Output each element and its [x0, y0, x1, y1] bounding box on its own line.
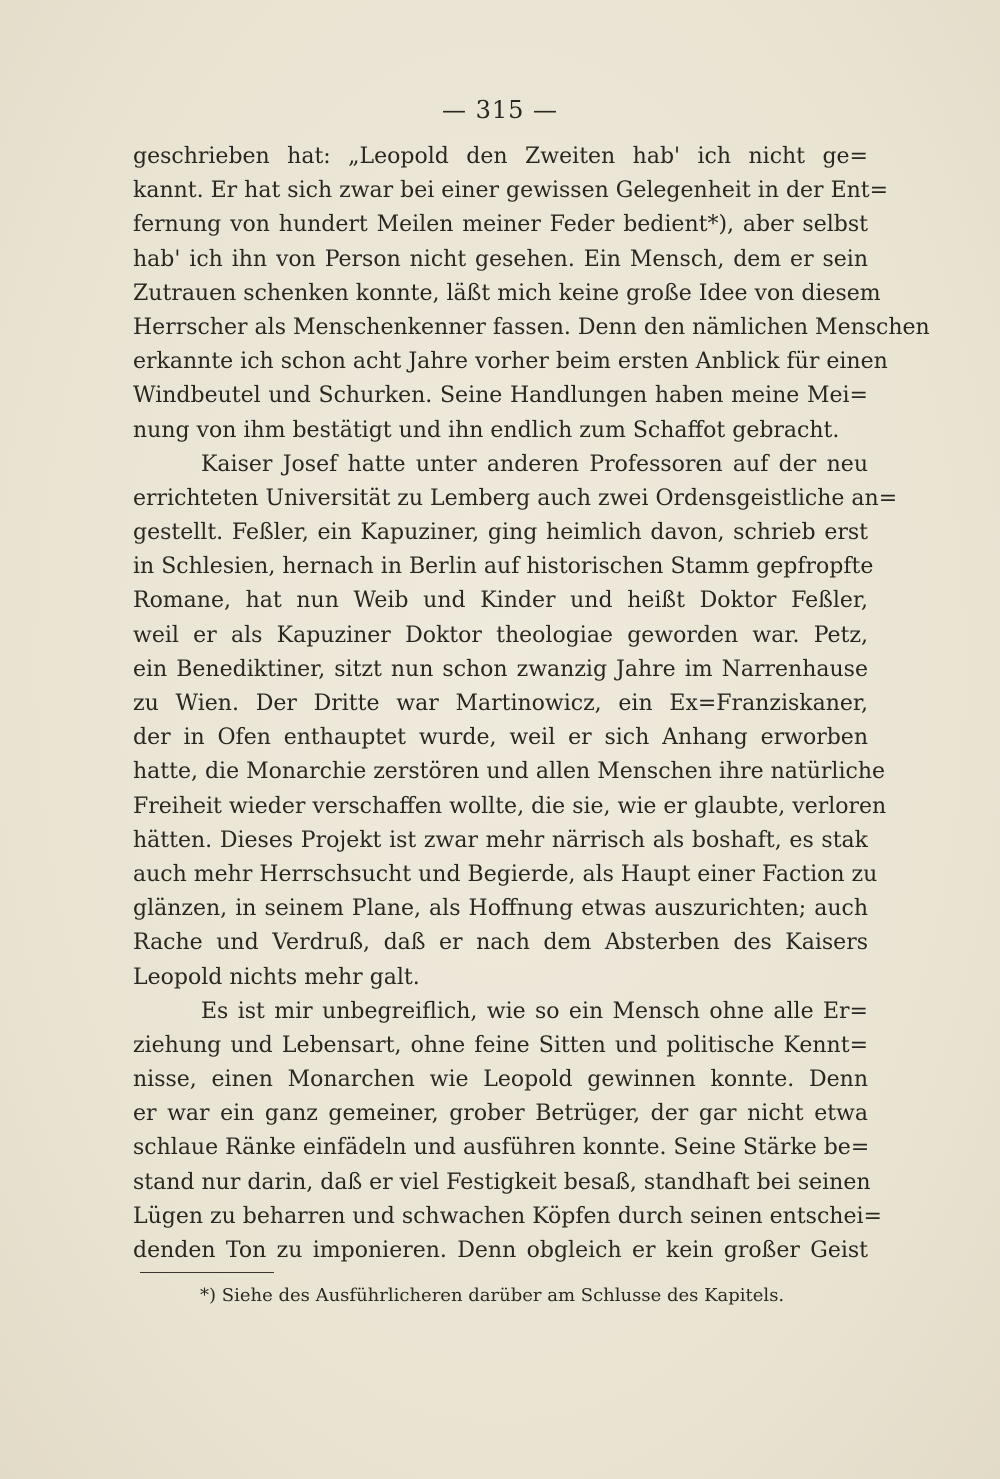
- footnote-divider: [140, 1272, 274, 1273]
- text-line: zu Wien. Der Dritte war Martinowicz, ein Ex=Franziskaner,: [133, 691, 868, 716]
- paragraph-start-line: Kaiser Josef hatte unter anderen Professoren auf der neu: [201, 451, 868, 477]
- text-line: stand nur darin, daß er viel Festigkeit besaß, standhaft bei seinen: [133, 1169, 871, 1195]
- text-line: der in Ofen enthauptet wurde, weil er sich Anhang erworben: [133, 725, 868, 751]
- text-line: auch mehr Herrschsucht und Begierde, als Haupt einer Faction zu: [133, 861, 878, 887]
- footnote: *) Siehe des Ausführlicheren darüber am Schlusse des Kapitels.: [200, 1285, 785, 1306]
- text-line: gestellt. Feßler, ein Kapuziner, ging heimlich davon, schrieb erst: [133, 520, 868, 546]
- text-line: Romane, hat nun Weib und Kinder und heißt Doktor Feßler,: [133, 588, 868, 614]
- text-line: in Schlesien, hernach in Berlin auf historischen Stamm gepfropfte: [133, 554, 874, 580]
- text-line: erkannte ich schon acht Jahre vorher beim ersten Anblick für einen: [133, 349, 888, 375]
- text-line: nisse, einen Monarchen wie Leopold gewinnen konnte. Denn: [133, 1067, 868, 1093]
- text-line: denden Ton zu imponieren. Denn obgleich er kein großer Geist: [133, 1238, 868, 1263]
- body-text: [133, 140, 930, 1268]
- text-line: hätten. Dieses Projekt ist zwar mehr närrisch als boshaft, es stak: [133, 827, 868, 853]
- paragraph-start-line: Es ist mir unbegreiflich, wie so ein Mensch ohne alle Er=: [201, 998, 868, 1024]
- page-number: — 315 —: [441, 96, 559, 124]
- text-line: fernung von hundert Meilen meiner Feder bedient*), aber selbst: [133, 212, 868, 238]
- text-line: weil er als Kapuziner Doktor theologiae geworden war. Petz,: [133, 622, 868, 648]
- text-line: ziehung und Lebensart, ohne feine Sitten und politische Kennt=: [133, 1032, 868, 1058]
- text-line: Zutrauen schenken konnte, läßt mich keine große Idee von diesem: [133, 280, 881, 306]
- text-line: hab' ich ihn von Person nicht gesehen. Ein Mensch, dem er sein: [133, 246, 868, 272]
- text-line: errichteten Universität zu Lemberg auch zwei Ordensgeistliche an=: [133, 485, 898, 511]
- text-line: schlaue Ränke einfädeln und ausführen konnte. Seine Stärke be=: [133, 1135, 870, 1161]
- text-line: Herrscher als Menschenkenner fassen. Denn den nämlichen Menschen: [133, 314, 930, 340]
- text-line: Rache und Verdruß, daß er nach dem Absterben des Kaisers: [133, 930, 868, 956]
- text-line: ein Benediktiner, sitzt nun schon zwanzig Jahre im Narrenhause: [133, 656, 868, 682]
- text-line: geschrieben hat: „Leopold den Zweiten hab' ich nicht ge=: [133, 144, 868, 169]
- text-line: Windbeutel und Schurken. Seine Handlungen haben meine Mei=: [133, 383, 868, 409]
- text-line: Freiheit wieder verschaffen wollte, die sie, wie er glaubte, verloren: [133, 793, 887, 819]
- text-line: Leopold nichts mehr galt.: [133, 964, 420, 990]
- text-line: nung von ihm bestätigt und ihn endlich zum Schaffot gebracht.: [133, 417, 840, 443]
- text-line: hatte, die Monarchie zerstören und allen Menschen ihre natürliche: [133, 759, 886, 785]
- text-line: kannt. Er hat sich zwar bei einer gewissen Gelegenheit in der Ent=: [133, 178, 889, 204]
- text-line: er war ein ganz gemeiner, grober Betrüger, der gar nicht etwa: [133, 1101, 868, 1127]
- text-line: glänzen, in seinem Plane, als Hoffnung etwas auszurichten; auch: [133, 896, 868, 922]
- text-line: Lügen zu beharren und schwachen Köpfen durch seinen entschei=: [133, 1203, 882, 1229]
